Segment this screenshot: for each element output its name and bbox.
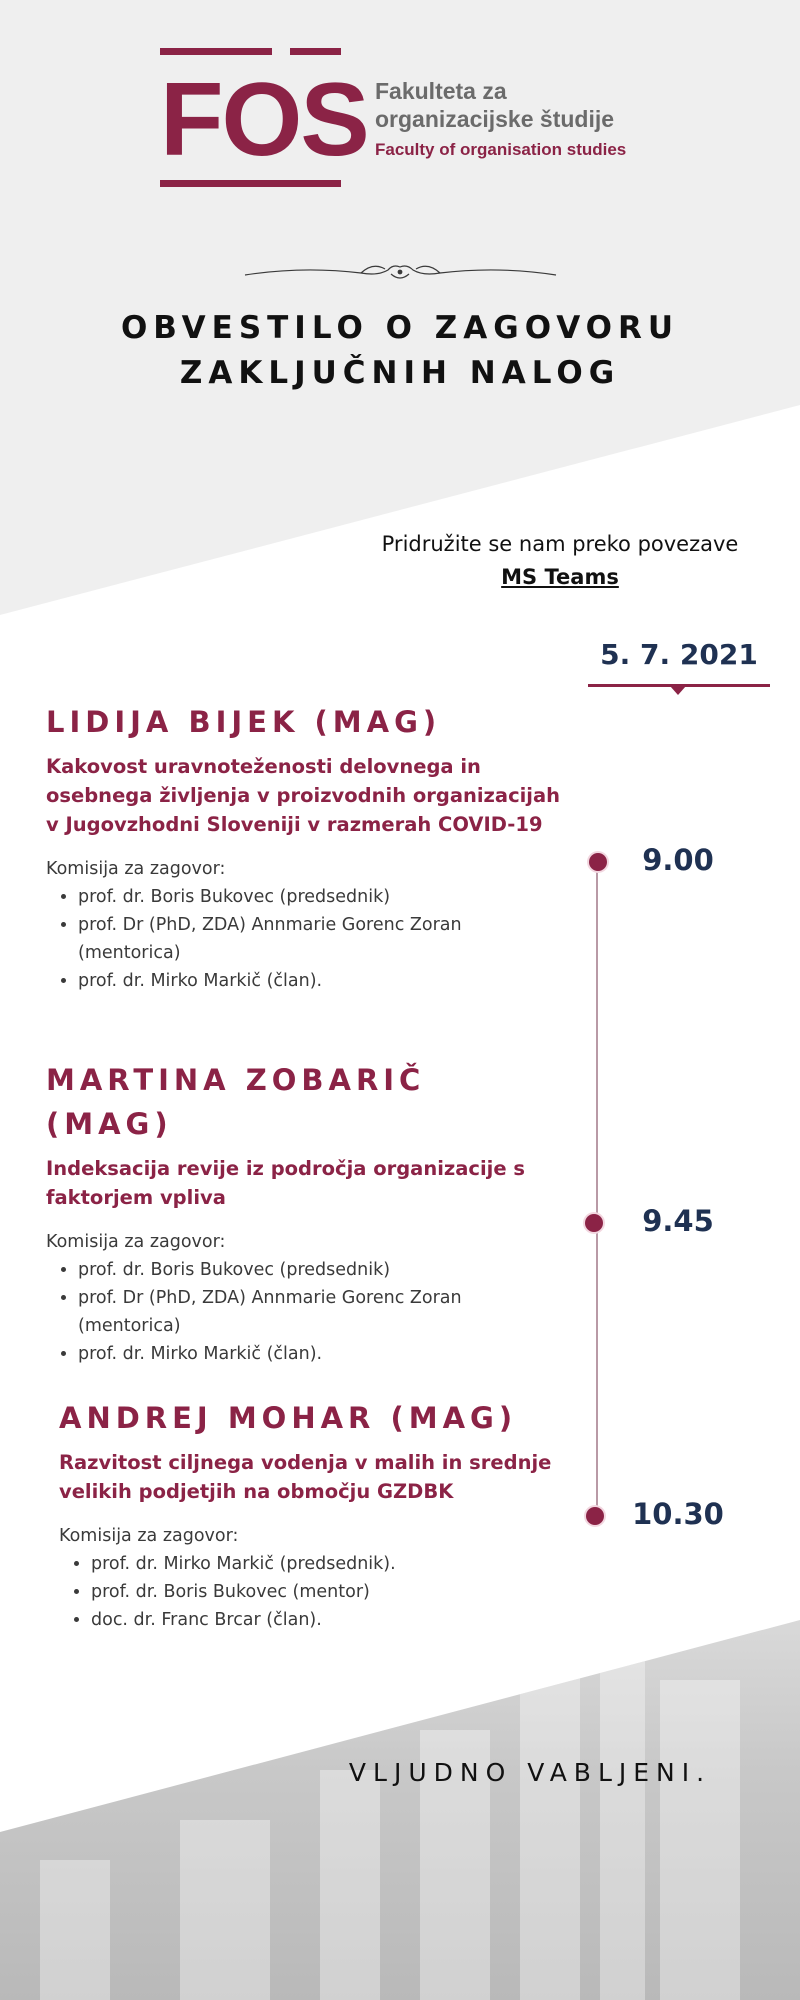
committee-label: Komisija za zagovor: [46, 1232, 226, 1252]
thesis-title: Indeksacija revije iz področja organizacije s faktorjem vpliva [46, 1157, 525, 1209]
committee-member: • prof. dr. Mirko Markič (član). [78, 967, 566, 995]
timeline-dot [589, 853, 607, 871]
committee-member: • prof. Dr (PhD, ZDA) Annmarie Gorenc Zoran (mentorica) [78, 911, 566, 967]
committee-label: Komisija za zagovor: [46, 859, 226, 879]
closing-invitation: VLJUDNO VABLJENI. [348, 1758, 712, 1787]
committee-list [46, 1256, 566, 1368]
fos-logo [160, 48, 640, 190]
defense-entry [46, 1058, 566, 1368]
committee-member: • prof. Dr (PhD, ZDA) Annmarie Gorenc Zoran (mentorica) [78, 1284, 566, 1340]
page-title [0, 306, 800, 396]
committee-member: • prof. dr. Mirko Markič (član). [78, 1340, 566, 1368]
candidate-name-line1: LIDIJA BIJEK (MAG) [46, 705, 442, 739]
background-city-image [0, 1620, 800, 2000]
page-title-line2: ZAKLJUČNIH NALOG [179, 355, 621, 391]
logo-wordmark: FOS [160, 62, 368, 178]
institution-name-sl-line2: organizacijske študije [375, 106, 615, 132]
candidate-name [59, 1396, 579, 1440]
entry-time: 9.45 [642, 1204, 714, 1238]
candidate-name [46, 700, 566, 744]
ms-teams-link[interactable]: MS Teams [501, 565, 619, 589]
committee-list [46, 883, 566, 995]
committee-member: • prof. dr. Boris Bukovec (mentor) [91, 1578, 579, 1606]
join-text: Pridružite se nam preko povezave [381, 532, 739, 556]
timeline-dot [586, 1507, 604, 1525]
page-title-line1: OBVESTILO O ZAGOVORU [120, 310, 680, 346]
event-date: 5. 7. 2021 [600, 638, 758, 671]
thesis-title: Razvitost ciljnega vodenja v malih in srednje velikih podjetjih na območju GZDBK [59, 1451, 552, 1503]
ornament-divider-icon [243, 258, 558, 288]
committee-member: • prof. dr. Boris Bukovec (predsednik) [78, 883, 566, 911]
institution-name-sl-line1: Fakulteta za [375, 78, 507, 104]
timeline-line [596, 862, 598, 1517]
candidate-name [46, 1058, 566, 1146]
defense-entry [46, 700, 566, 995]
institution-name-en: Faculty of organisation studies [375, 140, 627, 159]
defense-entry [59, 1396, 579, 1634]
committee-member: • prof. dr. Boris Bukovec (predsednik) [78, 1256, 566, 1284]
committee-member: • prof. dr. Mirko Markič (predsednik). [91, 1550, 579, 1578]
committee-member: • doc. dr. Franc Brcar (član). [91, 1606, 579, 1634]
date-notch-icon [670, 686, 686, 695]
candidate-name-line2: (MAG) [46, 1107, 173, 1141]
committee-label: Komisija za zagovor: [59, 1526, 239, 1546]
join-invitation [340, 528, 780, 594]
logo-top-bar-right [290, 48, 341, 55]
logo-top-bar-left [160, 48, 272, 55]
candidate-name-line1: ANDREJ MOHAR (MAG) [59, 1401, 518, 1435]
logo-bottom-bar [160, 180, 341, 187]
thesis-title: Kakovost uravnoteženosti delovnega in osebnega življenja v proizvodnih organizacijah v Jugovzhodni Sloveniji v razmerah COVID-19 [46, 755, 561, 836]
entry-time: 9.00 [642, 843, 714, 877]
timeline-dot [585, 1214, 603, 1232]
candidate-name-line1: MARTINA ZOBARIČ [46, 1063, 426, 1097]
entry-time: 10.30 [632, 1497, 724, 1531]
committee-list [59, 1550, 579, 1634]
